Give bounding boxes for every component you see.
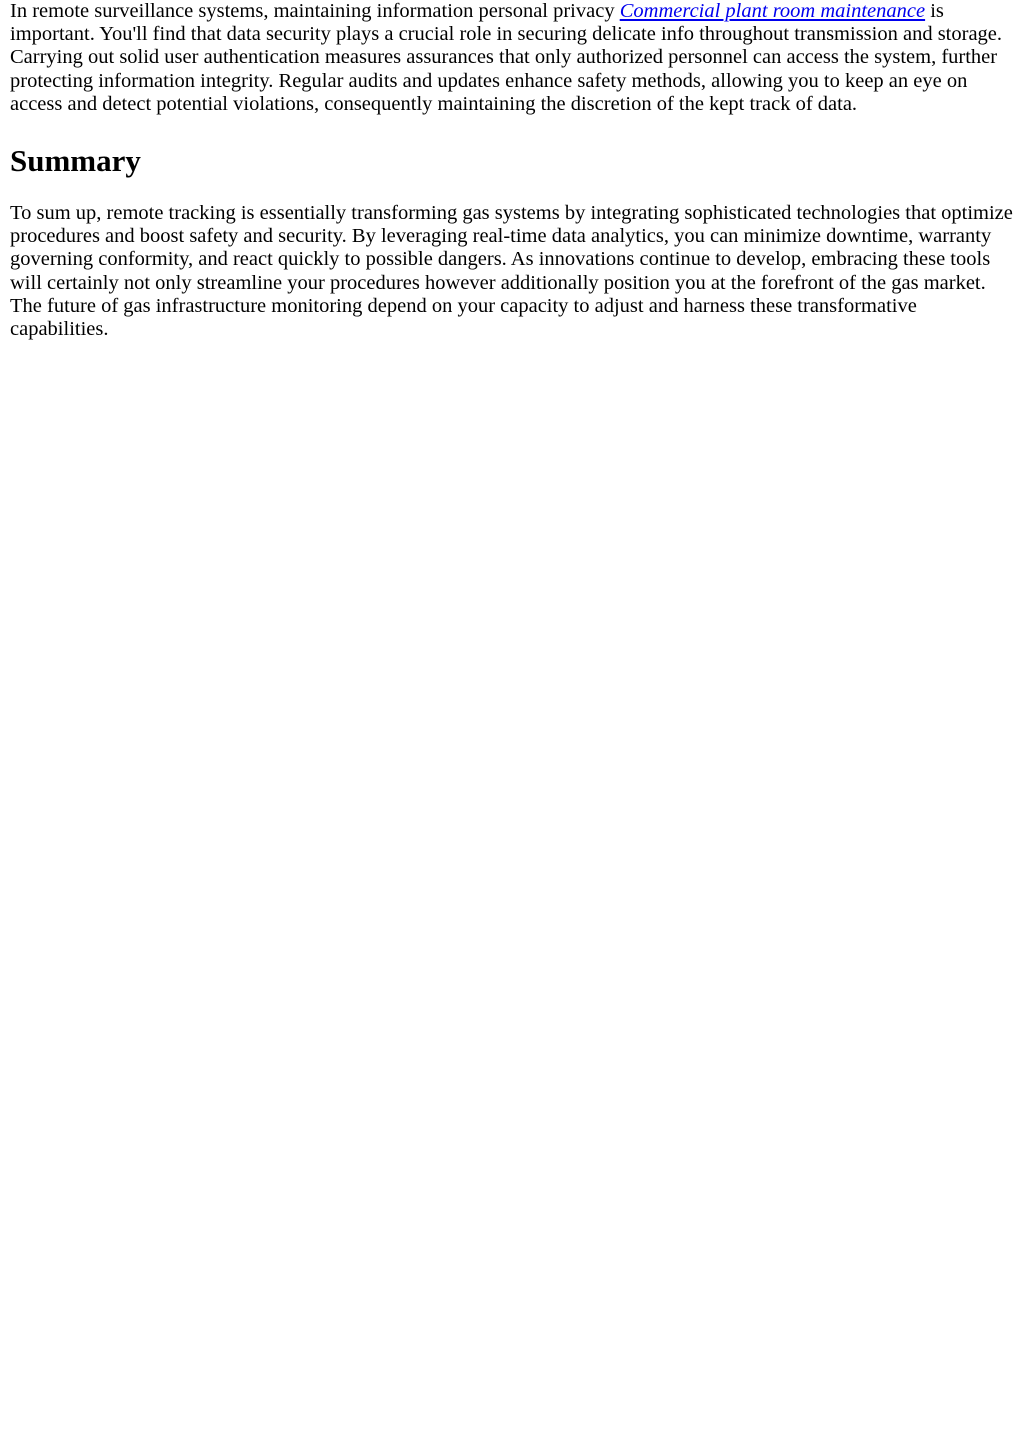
article-page	[10, 0, 1014, 341]
privacy-paragraph-text-before-link: In remote surveillance systems, maintaining information personal privacy	[10, 0, 620, 22]
privacy-paragraph	[10, 0, 1014, 116]
summary-heading: Summary	[10, 143, 141, 179]
commercial-plant-room-maintenance-link[interactable]: Commercial plant room maintenance	[619, 0, 926, 22]
summary-paragraph: To sum up, remote tracking is essentially transforming gas systems by integrating sophisticated technologies that optimize procedures and boost safety and security. By leveraging real-time data analytics, you can minimize downtime, warranty governing conformity, and react quickly to possible dangers. As innovations continue to develop, embracing these tools will certainly not only streamline your procedures however additionally position you at the forefront of the gas market. The future of gas infrastructure monitoring depend on your capacity to adjust and harness these transformative capabilities.	[10, 202, 1013, 341]
privacy-paragraph-text-after-link: is important. You'll find that data security plays a crucial role in securing delicate info throughout transmission and storage. Carrying out solid user authentication measures assurances that only authorized personnel can access the system, further protecting information integrity. Regular audits and updates enhance safety methods, allowing you to keep an eye on access and detect potential violations, consequently maintaining the discretion of the kept track of data.	[10, 0, 1003, 115]
